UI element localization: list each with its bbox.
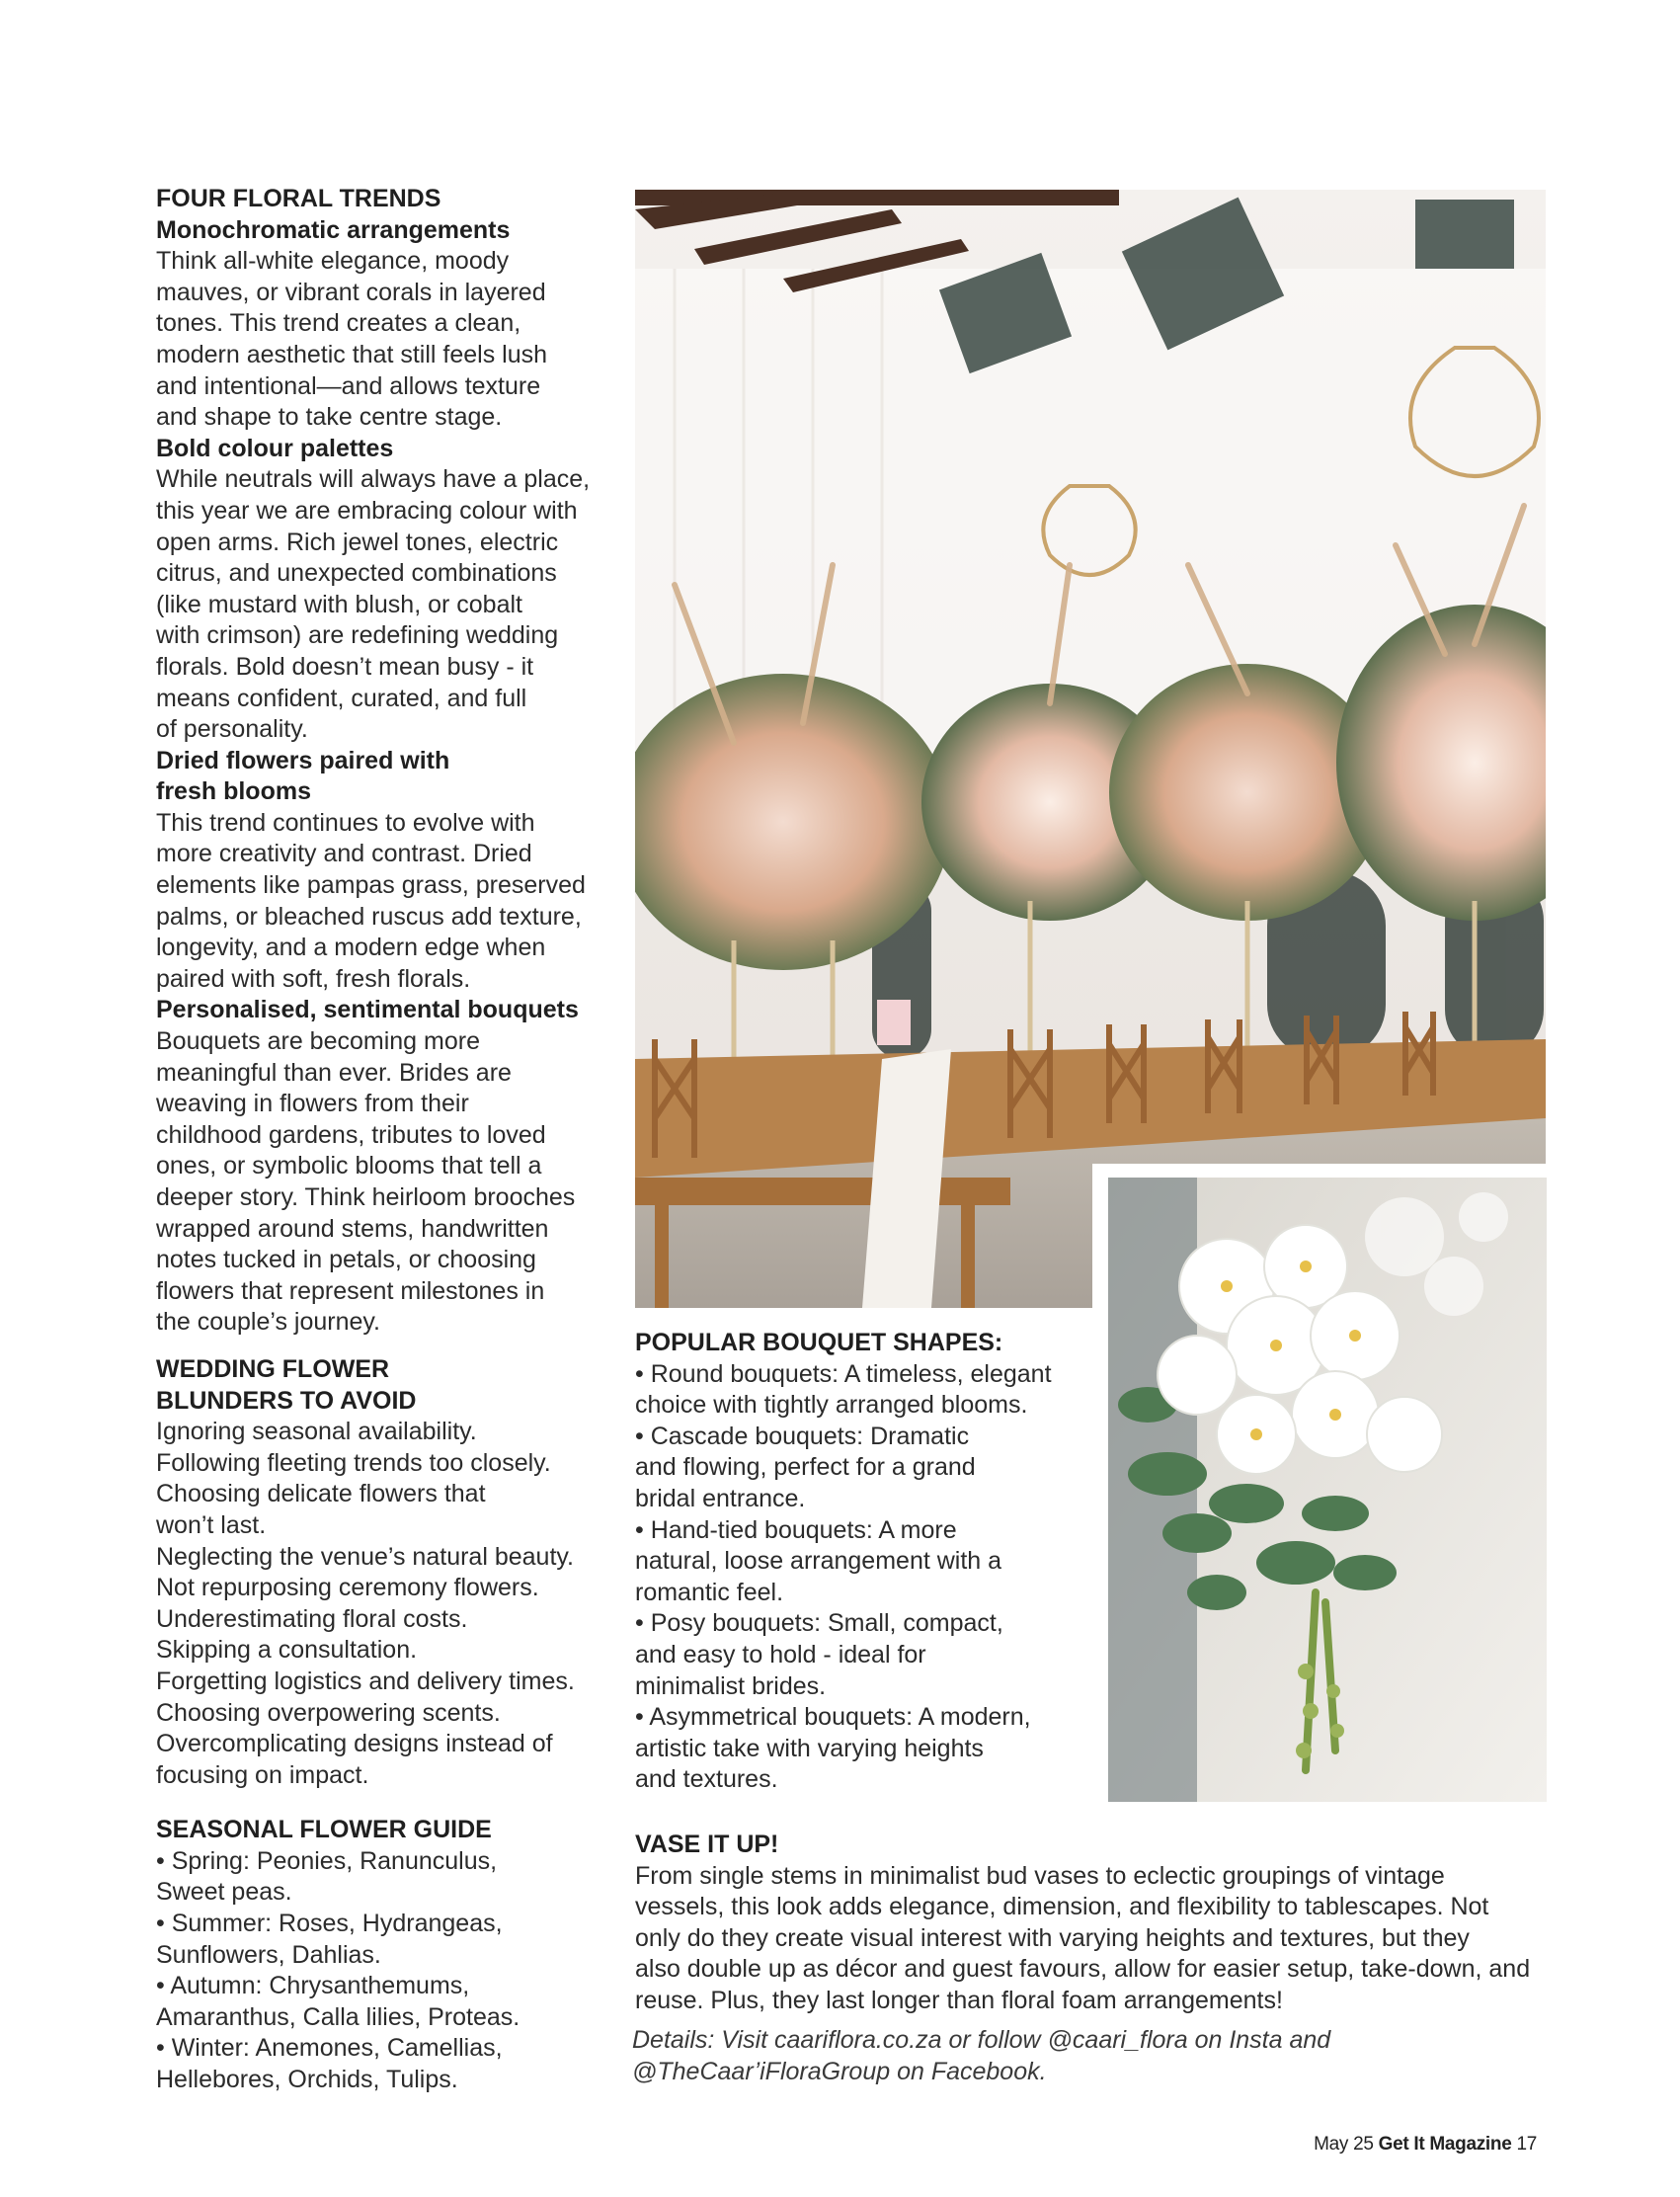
text-line: natural, loose arrangement with a <box>635 1547 1002 1576</box>
text-line: ones, or symbolic blooms that tell a <box>156 1152 542 1180</box>
text-line: deeper story. Think heirloom brooches <box>156 1183 576 1211</box>
text-line: more creativity and contrast. Dried <box>156 840 532 868</box>
text-line: • Hand-tied bouquets: A more <box>635 1515 957 1544</box>
text-line: this year we are embracing colour with <box>156 496 578 525</box>
vase-heading: VASE IT UP! <box>635 1831 779 1858</box>
text-line: Overcomplicating designs instead of <box>156 1730 553 1758</box>
vase-body <box>635 1861 1544 2017</box>
trend-title: Monochromatic arrangements <box>156 215 511 244</box>
text-line: flowers that represent milestones in <box>156 1276 545 1305</box>
text-line: elements like pampas grass, preserved <box>156 871 586 900</box>
bouquet-shapes-section <box>635 1328 1089 1796</box>
text-line: Choosing overpowering scents. <box>156 1698 501 1727</box>
text-line: vessels, this look adds elegance, dimension, and flexibility to tablescapes. Not <box>635 1893 1489 1921</box>
text-line: While neutrals will always have a place, <box>156 465 591 494</box>
text-line: artistic take with varying heights <box>635 1734 984 1762</box>
left-column <box>156 184 591 2096</box>
text-line: weaving in flowers from their <box>156 1090 469 1118</box>
text-line: • Autumn: Chrysanthemums, <box>156 1972 470 2000</box>
seasonal-heading: SEASONAL FLOWER GUIDE <box>156 1816 492 1844</box>
page-number: 17 <box>1516 2134 1537 2155</box>
text-line: notes tucked in petals, or choosing <box>156 1246 536 1274</box>
text-line: Forgetting logistics and delivery times. <box>156 1667 575 1695</box>
text-line: • Posy bouquets: Small, compact, <box>635 1609 1003 1638</box>
text-line: • Cascade bouquets: Dramatic <box>635 1422 970 1450</box>
text-line: only do they create visual interest with varying heights and textures, but they <box>635 1923 1470 1952</box>
text-line: Skipping a consultation. <box>156 1636 418 1665</box>
footer-date: May 25 <box>1314 2134 1374 2155</box>
text-line: Not repurposing ceremony flowers. <box>156 1574 539 1602</box>
text-line: Sunflowers, Dahlias. <box>156 1940 381 1969</box>
text-line: bridal entrance. <box>635 1484 806 1512</box>
text-line: childhood gardens, tributes to loved <box>156 1120 546 1149</box>
text-line: Amaranthus, Calla lilies, Proteas. <box>156 2002 520 2031</box>
text-line: and intentional—and allows texture <box>156 371 541 400</box>
trend-title: Dried flowers paired with <box>156 746 450 774</box>
trend-title: fresh blooms <box>156 777 311 806</box>
text-line: means confident, curated, and full <box>156 684 527 712</box>
text-line: Bouquets are becoming more <box>156 1027 480 1056</box>
text-line: • Spring: Peonies, Ranunculus, <box>156 1846 498 1875</box>
text-line: mauves, or vibrant corals in layered <box>156 278 546 306</box>
text-line: • Round bouquets: A timeless, elegant <box>635 1359 1052 1388</box>
text-line: and textures. <box>635 1765 778 1794</box>
trends-heading: FOUR FLORAL TRENDS <box>156 185 441 212</box>
text-line: also double up as décor and guest favours, allow for easier setup, take-down, and <box>635 1955 1531 1984</box>
text-line: the couple’s journey. <box>156 1308 381 1337</box>
text-line: won’t last. <box>156 1510 267 1539</box>
text-line: with crimson) are redefining wedding <box>156 621 559 650</box>
text-line: (like mustard with blush, or cobalt <box>156 590 522 618</box>
text-line: wrapped around stems, handwritten <box>156 1214 549 1243</box>
page-footer <box>1314 2134 1537 2156</box>
text-line: Hellebores, Orchids, Tulips. <box>156 2066 458 2094</box>
shapes-heading: POPULAR BOUQUET SHAPES: <box>635 1329 1003 1356</box>
text-line: Sweet peas. <box>156 1878 292 1907</box>
text-line: romantic feel. <box>635 1578 784 1606</box>
text-line: From single stems in minimalist bud vases to eclectic groupings of vintage <box>635 1861 1445 1890</box>
vase-section <box>635 1830 1544 2017</box>
text-line: Following fleeting trends too closely. <box>156 1448 551 1477</box>
venue-photo <box>635 190 1546 1308</box>
text-line: citrus, and unexpected combinations <box>156 559 557 588</box>
text-line: open arms. Rich jewel tones, electric <box>156 528 559 556</box>
text-line: minimalist brides. <box>635 1671 827 1700</box>
blunders-section <box>156 1354 591 1791</box>
text-line: This trend continues to evolve with <box>156 808 535 837</box>
text-line: of personality. <box>156 715 308 744</box>
text-line: modern aesthetic that still feels lush <box>156 340 548 368</box>
text-line: and shape to take centre stage. <box>156 403 503 432</box>
trend-item <box>156 434 591 746</box>
text-line: choice with tightly arranged blooms. <box>635 1391 1028 1420</box>
text-line: • Winter: Anemones, Camellias, <box>156 2034 503 2063</box>
text-line: and easy to hold - ideal for <box>635 1640 926 1668</box>
text-line: paired with soft, fresh florals. <box>156 964 471 993</box>
text-line: @TheCaar’iFloraGroup on Facebook. <box>632 2057 1047 2085</box>
text-line: Neglecting the venue’s natural beauty. <box>156 1542 574 1571</box>
text-line: meaningful than ever. Brides are <box>156 1058 512 1087</box>
text-line: and flowing, perfect for a grand <box>635 1453 976 1482</box>
bouquet-photo <box>1108 1178 1547 1802</box>
trend-item <box>156 215 591 434</box>
trend-title: Bold colour palettes <box>156 434 394 462</box>
text-line: Choosing delicate flowers that <box>156 1480 486 1508</box>
blunders-heading: WEDDING FLOWER <box>156 1354 390 1383</box>
text-line: tones. This trend creates a clean, <box>156 309 521 338</box>
text-line: focusing on impact. <box>156 1760 369 1789</box>
text-line: Details: Visit caariflora.co.za or follow @caari_flora on Insta and <box>632 2026 1331 2054</box>
text-line: reuse. Plus, they last longer than floral foam arrangements! <box>635 1986 1283 2014</box>
trend-title: Personalised, sentimental bouquets <box>156 996 579 1024</box>
text-line: florals. Bold doesn’t mean busy - it <box>156 652 534 681</box>
trend-item <box>156 746 591 996</box>
blunders-heading: BLUNDERS TO AVOID <box>156 1386 417 1415</box>
credits <box>632 2025 1521 2087</box>
text-line: longevity, and a modern edge when <box>156 934 546 962</box>
trend-item <box>156 995 591 1339</box>
text-line: • Asymmetrical bouquets: A modern, <box>635 1703 1031 1732</box>
footer-magazine: Get It Magazine <box>1378 2134 1512 2155</box>
text-line: Underestimating floral costs. <box>156 1604 468 1633</box>
seasonal-section <box>156 1815 591 2095</box>
text-line: palms, or bleached ruscus add texture, <box>156 902 582 931</box>
text-line: Ignoring seasonal availability. <box>156 1418 477 1446</box>
text-line: • Summer: Roses, Hydrangeas, <box>156 1910 503 1938</box>
trends-list <box>156 215 591 1339</box>
shapes-list <box>635 1359 1089 1796</box>
text-line: Think all-white elegance, moody <box>156 247 510 276</box>
